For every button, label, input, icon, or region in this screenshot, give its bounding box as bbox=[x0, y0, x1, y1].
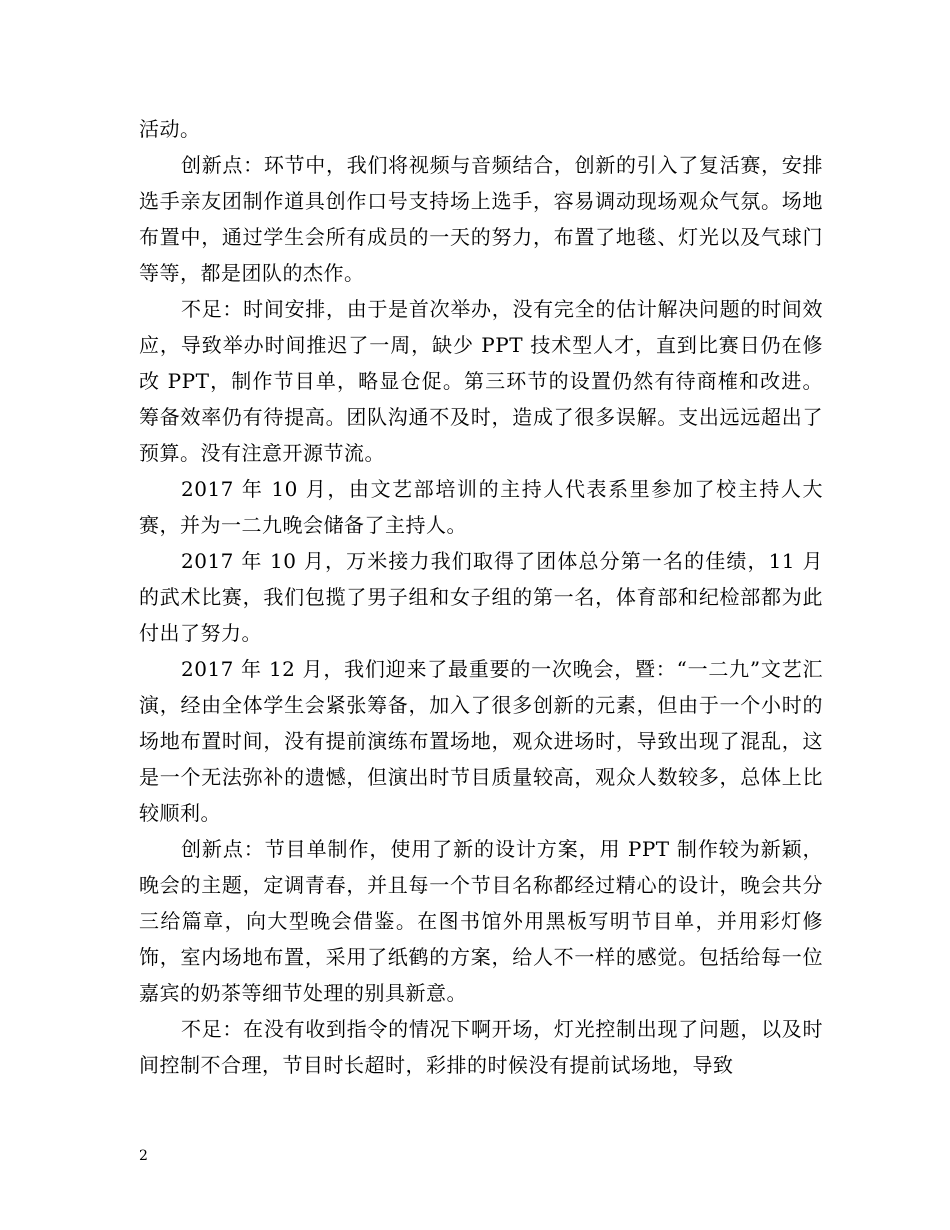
paragraph-shortcomings-1: 不足：时间安排，由于是首次举办，没有完全的估计解决问题的时间效应，导致举办时间推迟了一周，缺少 PPT 技术型人才，直到比赛日仍在修改 PPT，制作节目单，略显仓促。第三环节的设置仍然有待商榷和改进。筹备效率仍有待提高。团队沟通不及时，造成了很多误解。支出远远超出了预算。没有注意开源节流。 bbox=[139, 297, 823, 465]
paragraph-innovation-2: 创新点：节目单制作，使用了新的设计方案，用 PPT 制作较为新颖，晚会的主题，定调青春，并且每一个节目名称都经过精心的设计，晚会共分三给篇章，向大型晚会借鉴。在图书馆外用黑板写明节目单，并用彩灯修饰，室内场地布置，采用了纸鹤的方案，给人不一样的感觉。包括给每一位嘉宾的奶茶等细节处理的别具新意。 bbox=[139, 837, 823, 1005]
paragraph-shortcomings-2: 不足：在没有收到指令的情况下啊开场，灯光控制出现了问题，以及时间控制不合理，节目时长超时，彩排的时候没有提前试场地，导致 bbox=[139, 1017, 823, 1077]
paragraph-continuation: 活动。 bbox=[139, 117, 201, 141]
paragraph-1229-gala: 2017 年 12 月，我们迎来了最重要的一次晚会，暨：“一二九”文艺汇演，经由全体学生会紧张筹备，加入了很多创新的元素，但由于一个小时的场地布置时间，没有提前演练布置场地，观众进场时，导致出现了混乱，这是一个无法弥补的遗憾，但演出时节目质量较高，观众人数较多，总体上比较顺利。 bbox=[139, 657, 823, 825]
document-body bbox=[139, 111, 823, 1083]
paragraph-innovation-1: 创新点：环节中，我们将视频与音频结合，创新的引入了复活赛，安排选手亲友团制作道具创作口号支持场上选手，容易调动现场观众气氛。场地布置中，通过学生会所有成员的一天的努力，布置了地毯、灯光以及气球门等等，都是团队的杰作。 bbox=[139, 153, 823, 285]
page-number: 2 bbox=[139, 1148, 148, 1164]
paragraph-host-contest: 2017 年 10 月，由文艺部培训的主持人代表系里参加了校主持人大赛，并为一二九晚会储备了主持人。 bbox=[139, 477, 823, 537]
paragraph-relay-martial-arts: 2017 年 10 月，万米接力我们取得了团体总分第一名的佳绩，11 月的武术比赛，我们包揽了男子组和女子组的第一名，体育部和纪检部都为此付出了努力。 bbox=[139, 549, 823, 645]
